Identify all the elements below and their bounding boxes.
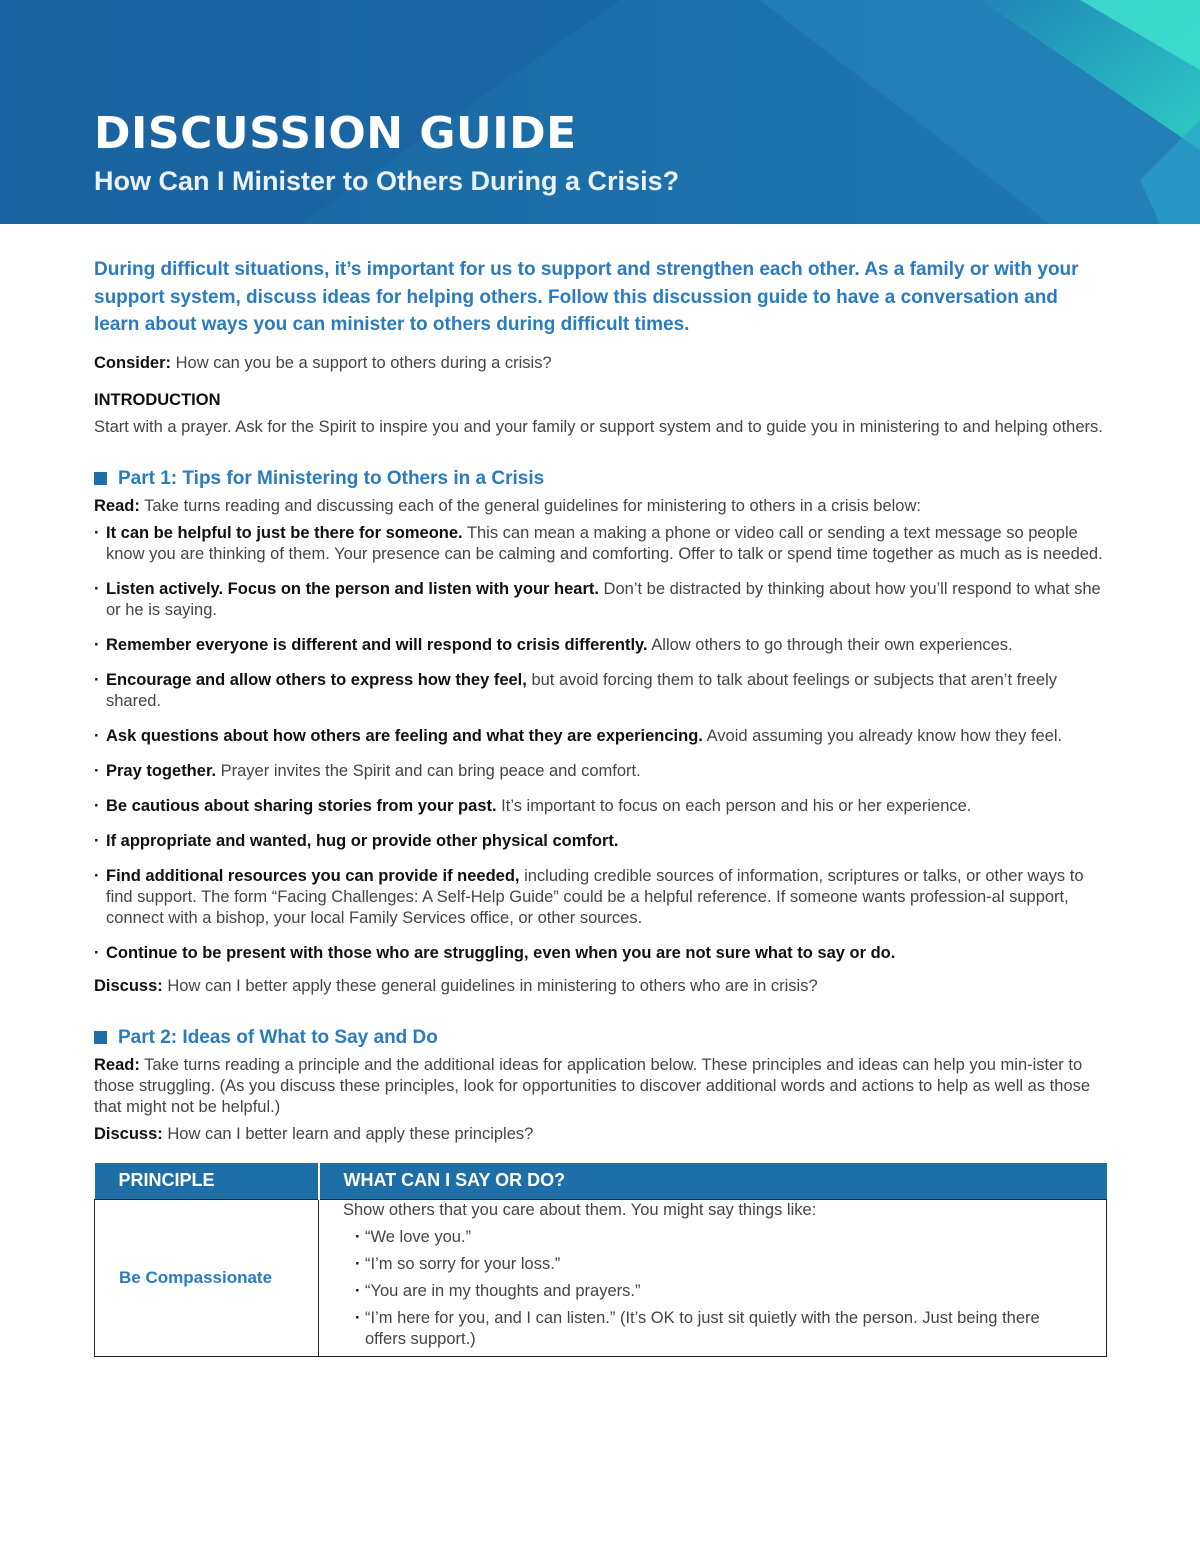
consider-line — [94, 353, 1106, 374]
discuss-text: How can I better apply these general guidelines in ministering to others who are in crisis? — [162, 976, 818, 995]
main-content — [94, 256, 1106, 1357]
principles-table — [94, 1163, 1107, 1357]
tip-bold: Encourage and allow others to express how they feel, — [106, 670, 527, 689]
list-item: · “I’m here for you, and I can listen.” (It’s OK to just sit quietly with the person. Just being there offers support.) — [355, 1308, 1082, 1350]
part2-title: Part 2: Ideas of What to Say and Do — [118, 1026, 438, 1048]
table-row — [95, 1199, 1107, 1356]
introduction-text: Start with a prayer. Ask for the Spirit to inspire you and your family or support system and to guide you in ministering to and helping others. — [94, 417, 1103, 436]
tip-bold: Remember everyone is different and will respond to crisis differently. — [106, 635, 648, 654]
part2-read-line — [94, 1055, 1106, 1118]
square-bullet-icon — [94, 1031, 107, 1044]
list-item — [94, 579, 1106, 621]
sayings-list — [355, 1227, 1082, 1350]
discuss-label: Discuss: — [94, 1124, 163, 1143]
tip-text: Prayer invites the Spirit and can bring peace and comfort. — [216, 761, 641, 780]
list-item — [94, 523, 1106, 565]
header-band — [0, 0, 1200, 224]
tip-bold: Be cautious about sharing stories from your past. — [106, 796, 497, 815]
tip-text: It’s important to focus on each person and his or her experience. — [496, 796, 972, 815]
table-header-row — [95, 1163, 1107, 1200]
tip-text: This can mean a making a phone or video call or sending a text message so people know you are thinking of them. Your presence can be calming and comforting. Offer to talk or spend time together as much as is needed. — [106, 523, 1103, 563]
tip-text: Avoid assuming you already know how they feel. — [702, 726, 1063, 745]
list-item — [94, 866, 1106, 929]
principle-cell: Be Compassionate — [95, 1199, 319, 1356]
discuss-text: How can I better learn and apply these principles? — [162, 1124, 534, 1143]
tip-bold: Find additional resources you can provide if needed, — [106, 866, 520, 885]
list-item — [94, 761, 1106, 782]
list-item — [94, 670, 1106, 712]
list-item — [94, 635, 1106, 656]
read-label: Read: — [94, 496, 140, 515]
read-label: Read: — [94, 1055, 140, 1074]
part2-discuss-line — [94, 1124, 1106, 1145]
introduction-heading: INTRODUCTION — [94, 390, 221, 409]
part1-discuss-line — [94, 976, 1106, 997]
consider-label: Consider: — [94, 353, 172, 372]
part1-read-line — [94, 496, 1106, 517]
list-item: · “I’m so sorry for your loss.” — [355, 1254, 1082, 1275]
page-subtitle: How Can I Minister to Others During a Crisis? — [94, 166, 680, 196]
tip-text: Allow others to go through their own experiences. — [647, 635, 1013, 654]
tip-bold: Ask questions about how others are feeling and what they are experiencing. — [106, 726, 703, 745]
read-text: Take turns reading a principle and the additional ideas for application below. These principles and ideas can help you min-ister to those struggling. (As you discuss these principles, look for opportunities to discover additional words and actions to help as well as those that might not be helpful.) — [94, 1055, 1091, 1116]
column-header-principle: PRINCIPLE — [95, 1163, 319, 1200]
part1-title: Part 1: Tips for Ministering to Others in a Crisis — [118, 467, 545, 489]
what-to-say-lead: Show others that you care about them. You might say things like: — [343, 1200, 817, 1219]
square-bullet-icon — [94, 472, 107, 485]
part1-heading — [94, 468, 1106, 490]
list-item — [94, 943, 1106, 964]
tip-bold: It can be helpful to just be there for someone. — [106, 523, 463, 542]
tip-text: but avoid forcing them to talk about feelings or subjects that aren’t freely shared. — [106, 670, 1057, 710]
consider-text: How can you be a support to others during a crisis? — [171, 353, 552, 372]
intro-paragraph: During difficult situations, it’s important for us to support and strengthen each other. As a family or with your support system, discuss ideas for helping others. Follow this discussion guide to have a conversation and learn about ways you can minister to others during difficult times. — [94, 259, 1079, 335]
list-item — [94, 726, 1106, 747]
list-item — [94, 796, 1106, 817]
tip-text: Don’t be distracted by thinking about how you’ll respond to what she or he is saying. — [106, 579, 1101, 619]
list-item: · “We love you.” — [355, 1227, 1082, 1248]
column-header-what-to-say: WHAT CAN I SAY OR DO? — [319, 1163, 1107, 1200]
page-title: DISCUSSION GUIDE — [94, 108, 577, 159]
discuss-label: Discuss: — [94, 976, 163, 995]
list-item: · “You are in my thoughts and prayers.” — [355, 1281, 1082, 1302]
read-text: Take turns reading and discussing each of the general guidelines for ministering to others in a crisis below: — [139, 496, 921, 515]
what-to-say-cell — [319, 1199, 1107, 1356]
tip-bold: Pray together. — [106, 761, 217, 780]
part2-heading — [94, 1027, 1106, 1049]
tip-bold: Listen actively. Focus on the person and listen with your heart. — [106, 579, 599, 598]
tip-text: including credible sources of information, scriptures or talks, or other ways to find support. The form “Facing Challenges: A Self-Help Guide” could be a helpful reference. If someone wants profession-al support, connect with a bishop, your local Family Services office, or other sources. — [106, 866, 1084, 927]
tips-list — [94, 523, 1106, 964]
list-item — [94, 831, 1106, 852]
tip-bold: Continue to be present with those who are struggling, even when you are not sure what to say or do. — [106, 943, 896, 962]
tip-bold: If appropriate and wanted, hug or provide other physical comfort. — [106, 831, 619, 850]
